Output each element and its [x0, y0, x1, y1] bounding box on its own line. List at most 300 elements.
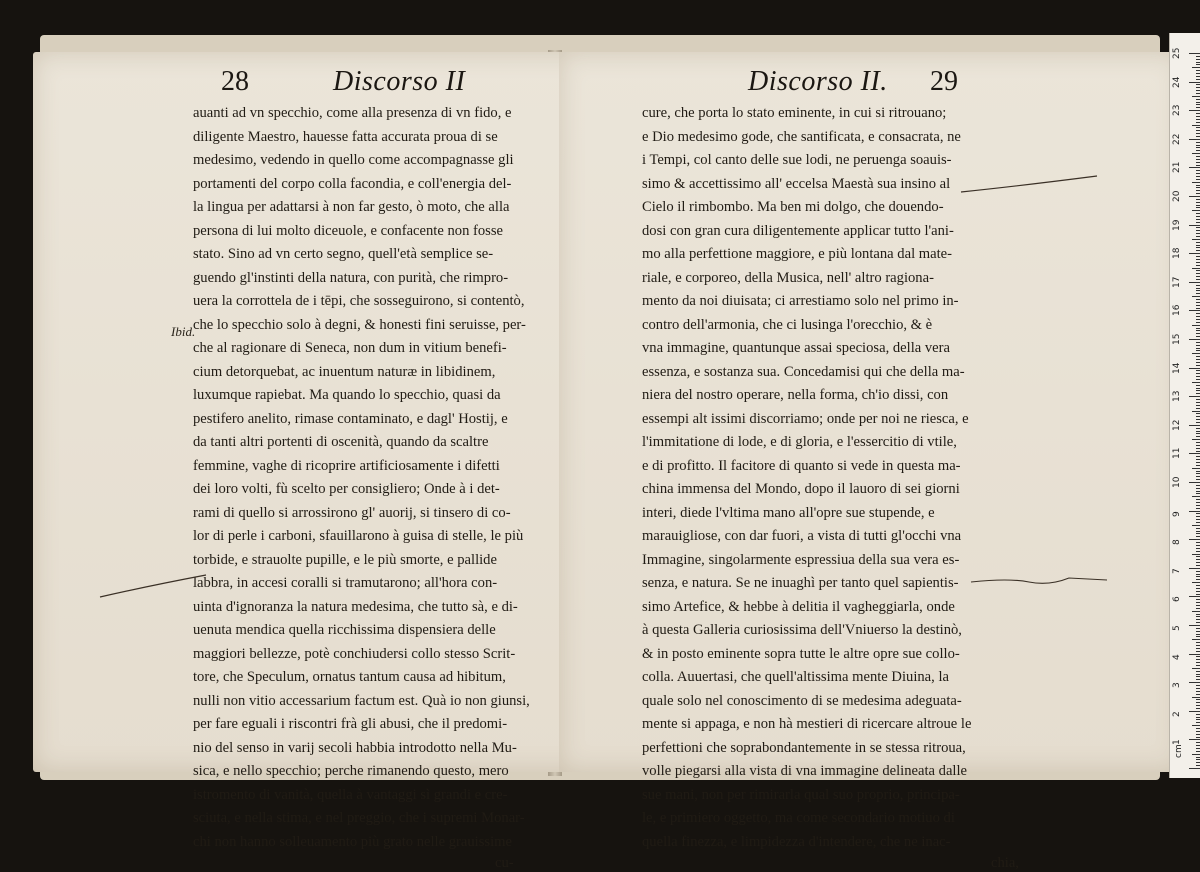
text-line: cium detorquebat, ac inuentum naturæ in libidinem,: [193, 363, 496, 380]
ruler-tick: [1196, 742, 1200, 743]
ruler-tick: [1196, 293, 1200, 294]
ruler-tick: [1196, 631, 1200, 632]
ruler-tick: [1196, 679, 1200, 680]
ruler-tick: [1196, 536, 1200, 537]
ruler-tick: [1196, 402, 1200, 403]
text-line: che lo specchio solo à degni, & honesti fini seruisse, per-: [193, 316, 526, 333]
ruler-tick: [1196, 671, 1200, 672]
ruler-tick: [1189, 282, 1200, 283]
ruler-tick: [1196, 757, 1200, 758]
ruler-tick: [1196, 642, 1200, 643]
ruler-tick: [1196, 762, 1200, 763]
text-line: cure, che porta lo stato eminente, in cui si ritrouano;: [642, 105, 947, 121]
text-line: guendo gl'instinti della natura, con purità, che rimpro-: [193, 269, 509, 286]
text-line: dosi con gran cura diligentemente applicar tutto l'ani-: [642, 222, 954, 239]
ruler-tick: [1189, 225, 1200, 226]
text-line: i Tempi, col canto delle sue lodi, ne peruenga soauis-: [642, 152, 952, 168]
ruler-tick: [1192, 639, 1200, 640]
ruler-tick: [1196, 416, 1200, 417]
ruler-tick: [1196, 722, 1200, 723]
ruler-tick: [1196, 533, 1200, 534]
text-line: labbra, in accesi coralli si tramutarono; all'hora con-: [193, 575, 498, 591]
ruler-tick: [1196, 705, 1200, 706]
text-line: à questa Galleria curiosissima dell'Vniuerso la destinò,: [642, 622, 962, 638]
ruler-tick: [1192, 668, 1200, 669]
ruler-tick: [1196, 333, 1200, 334]
ruler-number: 19: [1172, 219, 1182, 231]
ruler-tick: [1192, 525, 1200, 526]
text-line: chi non hanno solleuamento più grato nelle grauissime: [193, 833, 512, 850]
ruler-number: 12: [1172, 419, 1182, 431]
ruler-tick: [1196, 93, 1200, 94]
ruler-tick: [1196, 90, 1200, 91]
ruler-tick: [1196, 233, 1200, 234]
ruler-tick: [1196, 199, 1200, 200]
ruler-number: 23: [1172, 104, 1182, 117]
ruler-tick: [1196, 659, 1200, 660]
ruler-tick: [1196, 602, 1200, 603]
ruler-tick: [1196, 508, 1200, 509]
text-line: sciuta, e nella stima, e nel preggio, che i supremi Monar-: [193, 810, 525, 826]
ruler-tick: [1192, 182, 1200, 183]
ruler-tick: [1189, 539, 1200, 540]
ruler-tick: [1189, 396, 1200, 397]
ruler-tick: [1196, 759, 1200, 760]
ruler-tick: [1196, 585, 1200, 586]
ruler-tick: [1189, 253, 1200, 254]
ruler-number: 2: [1172, 711, 1182, 717]
ruler-tick: [1196, 634, 1200, 635]
text-line: medesimo, vedendo in quello come accompagnasse gli: [193, 152, 514, 168]
text-line: quella finezza, e limpidezza d'intendere, che ne inac-: [642, 833, 951, 850]
ruler-number: 20: [1172, 190, 1182, 202]
text-line: lor di perle i carboni, sfauillarono à guisa di stelle, le più: [193, 528, 524, 544]
ruler-tick: [1196, 393, 1200, 394]
text-line: uinta d'ignoranza la natura medesima, che tutto sà, e di-: [193, 598, 518, 615]
ruler-tick: [1196, 156, 1200, 157]
ruler-tick: [1196, 385, 1200, 386]
ruler-tick: [1196, 545, 1200, 546]
ruler-tick: [1196, 348, 1200, 349]
text-line: stato. Sino ad vn certo segno, quell'età semplice se-: [193, 246, 494, 262]
ruler-tick: [1192, 439, 1200, 440]
ruler-tick: [1196, 445, 1200, 446]
ruler-tick: [1196, 571, 1200, 572]
text-line: le, e primiero oggetto, ma come secondario motiuo di: [642, 810, 955, 826]
ruler-tick: [1196, 556, 1200, 557]
text-line: per fare eguali i riscontri frà gli abusi, che il predomi-: [193, 716, 508, 732]
ruler-tick: [1196, 350, 1200, 351]
ruler-tick: [1196, 79, 1200, 80]
ruler-tick: [1192, 382, 1200, 383]
ruler-tick: [1189, 739, 1200, 740]
ruler-tick: [1196, 594, 1200, 595]
ruler-tick: [1196, 365, 1200, 366]
ruler-tick: [1196, 691, 1200, 692]
ruler-tick: [1196, 413, 1200, 414]
ruler-tick: [1196, 608, 1200, 609]
ruler-tick: [1196, 551, 1200, 552]
ruler-unit-label: cm: [1174, 744, 1184, 758]
ruler-tick: [1196, 247, 1200, 248]
ruler-tick: [1196, 565, 1200, 566]
ruler-tick: [1196, 193, 1200, 194]
ruler-tick: [1196, 245, 1200, 246]
ruler-tick: [1196, 250, 1200, 251]
ruler-tick: [1196, 734, 1200, 735]
ruler-tick: [1196, 459, 1200, 460]
ruler-number: 16: [1172, 304, 1182, 317]
ruler-tick: [1196, 328, 1200, 329]
ruler-tick: [1196, 436, 1200, 437]
text-line: femmine, vaghe di ricoprire artificiosamente i difetti: [193, 457, 500, 474]
text-line: contro dell'armonia, che ci lusinga l'orecchio, & è: [642, 316, 933, 333]
ruler-tick: [1189, 596, 1200, 597]
text-line: luxumque rapiebat. Ma quando lo specchio, quasi da: [193, 387, 501, 403]
ruler-tick: [1196, 702, 1200, 703]
ruler-tick: [1192, 468, 1200, 469]
text-line: mo alla perfettione maggiore, e più lontana dal mate-: [642, 246, 952, 262]
ruler-tick: [1196, 456, 1200, 457]
ruler-tick: [1196, 133, 1200, 134]
ruler-tick: [1196, 448, 1200, 449]
ruler-tick: [1196, 84, 1200, 85]
ruler-tick: [1196, 159, 1200, 160]
running-head-right: Discorso II.: [748, 66, 888, 97]
ruler-tick: [1196, 170, 1200, 171]
ruler-tick: [1196, 342, 1200, 343]
ruler-tick: [1192, 411, 1200, 412]
ruler-tick: [1196, 56, 1200, 57]
text-line: essempi alt issimi discorriamo; onde per noi ne riesca, e: [642, 410, 969, 427]
ruler-tick: [1196, 87, 1200, 88]
ruler-tick: [1196, 465, 1200, 466]
ruler-tick: [1196, 559, 1200, 560]
ruler-tick: [1196, 628, 1200, 629]
ruler-number: 13: [1172, 390, 1182, 403]
margin-note-ibid: Ibid.: [171, 324, 196, 339]
catchword-left: cu-: [495, 855, 514, 871]
ruler-tick: [1196, 491, 1200, 492]
ruler-number: 10: [1172, 476, 1182, 488]
text-line: da tanti altri portenti di oscenità, quando da scaltre: [193, 434, 489, 450]
ruler-tick: [1196, 173, 1200, 174]
right-page: [559, 52, 1182, 871]
ruler-tick: [1196, 719, 1200, 720]
ruler-tick: [1192, 582, 1200, 583]
ruler-tick: [1196, 588, 1200, 589]
ruler-tick: [1196, 476, 1200, 477]
right-text-block: [642, 102, 1032, 854]
ruler-tick: [1196, 591, 1200, 592]
ruler-tick: [1196, 493, 1200, 494]
text-line: maggiori bellezze, potè conchiudersi collo stesso Scrit-: [193, 645, 516, 662]
ruler-tick: [1196, 648, 1200, 649]
ruler-tick: [1196, 76, 1200, 77]
ruler-tick: [1196, 279, 1200, 280]
ruler-tick: [1189, 310, 1200, 311]
text-line: uenuta mendica quella ricchissima dispensiera delle: [193, 622, 496, 638]
ruler-tick: [1196, 636, 1200, 637]
text-line: mente si appaga, e non hà mestieri di ricercare altroue le: [642, 716, 972, 732]
ruler-tick: [1192, 754, 1200, 755]
ruler-tick: [1196, 528, 1200, 529]
ruler-tick: [1196, 373, 1200, 374]
ruler-tick: [1196, 319, 1200, 320]
ruler-tick: [1196, 207, 1200, 208]
ruler-tick: [1196, 562, 1200, 563]
ruler-tick: [1196, 305, 1200, 306]
ruler-tick: [1196, 104, 1200, 105]
ruler-number: 14: [1172, 362, 1182, 374]
ruler-tick: [1192, 96, 1200, 97]
ruler-tick: [1189, 368, 1200, 369]
page-number-right: 29: [930, 66, 958, 97]
ruler-tick: [1189, 167, 1200, 168]
text-line: Immagine, singolarmente espressiua della sua vera es-: [642, 551, 960, 568]
ruler-tick: [1196, 531, 1200, 532]
ruler-tick: [1196, 599, 1200, 600]
ruler-tick: [1196, 473, 1200, 474]
ruler-tick: [1196, 187, 1200, 188]
ruler-tick: [1196, 619, 1200, 620]
ruler-tick: [1196, 717, 1200, 718]
ruler-tick: [1189, 768, 1200, 769]
ruler-tick: [1196, 428, 1200, 429]
ruler-tick: [1192, 125, 1200, 126]
ruler-tick: [1196, 265, 1200, 266]
ruler-tick: [1196, 136, 1200, 137]
ruler-tick: [1189, 511, 1200, 512]
text-line: marauigliose, con dar fuori, a vista di tutti gl'occhi vna: [642, 528, 962, 544]
ruler-tick: [1196, 62, 1200, 63]
catchword-right: chia,: [991, 855, 1019, 871]
text-line: dei loro volti, fù scelto per consigliero; Onde à i det-: [193, 481, 500, 497]
text-line: la lingua per adattarsi à non far gesto, ò moto, che alla: [193, 199, 510, 215]
ruler-tick: [1196, 242, 1200, 243]
pen-stroke-mark-right-bottom: [969, 572, 1109, 592]
ruler-tick: [1189, 339, 1200, 340]
ruler-number: 11: [1172, 447, 1182, 460]
ruler-tick: [1192, 210, 1200, 211]
ruler-tick: [1196, 147, 1200, 148]
ruler-tick: [1196, 522, 1200, 523]
text-line: sue mani, non per rimirarla qual suo proprio, principa-: [642, 786, 960, 803]
ruler-tick: [1192, 239, 1200, 240]
ruler-tick: [1196, 737, 1200, 738]
ruler-tick: [1196, 576, 1200, 577]
ruler-tick: [1196, 479, 1200, 480]
ruler-number: 9: [1172, 510, 1182, 517]
ruler-tick: [1196, 542, 1200, 543]
text-line: riale, e corporeo, della Musica, nell' altro ragiona-: [642, 269, 934, 286]
ruler-tick: [1196, 107, 1200, 108]
ruler-tick: [1196, 731, 1200, 732]
ruler-tick: [1196, 513, 1200, 514]
ruler-tick: [1196, 574, 1200, 575]
text-line: simo Artefice, & hebbe à delitia il vagheggiarla, onde: [642, 598, 955, 615]
ruler-tick: [1196, 70, 1200, 71]
text-line: che al ragionare di Seneca, non dum in vitium benefi-: [193, 340, 507, 356]
ruler-tick: [1196, 119, 1200, 120]
text-line: auanti ad vn specchio, come alla presenza di vn fido, e: [193, 105, 512, 121]
left-text-block: [193, 102, 589, 854]
text-line: l'immitatione di lode, e di gloria, e l'essercitio di vtile,: [642, 434, 957, 450]
ruler-tick: [1196, 433, 1200, 434]
ruler-number: 24: [1172, 76, 1182, 88]
ruler-tick: [1196, 745, 1200, 746]
ruler-tick: [1196, 765, 1200, 766]
ruler-tick: [1196, 359, 1200, 360]
running-head-left: Discorso II: [333, 66, 466, 97]
text-line: portamenti del corpo colla facondia, e coll'energia del-: [193, 175, 512, 192]
text-line: colla. Auuertasi, che quell'altissima mente Diuina, la: [642, 669, 949, 685]
ruler-tick: [1196, 190, 1200, 191]
ruler-tick: [1196, 502, 1200, 503]
ruler-tick: [1196, 145, 1200, 146]
text-line: china immensa del Mondo, dopo il lauoro di sei giorni: [642, 481, 960, 497]
left-page-header: [33, 62, 635, 102]
ruler-tick: [1196, 442, 1200, 443]
text-line: pestifero anelito, rimase contaminato, e dagl' Hostij, e: [193, 410, 508, 427]
ruler-tick: [1196, 176, 1200, 177]
ruler-tick: [1196, 674, 1200, 675]
text-line: niera del nostro operare, nella forma, ch'io dissi, con: [642, 387, 949, 403]
ruler-tick: [1189, 196, 1200, 197]
ruler-tick: [1192, 67, 1200, 68]
ruler-tick: [1196, 376, 1200, 377]
ruler-tick: [1196, 276, 1200, 277]
ruler-tick: [1196, 614, 1200, 615]
ruler-number: 6: [1172, 596, 1182, 603]
ruler-tick: [1196, 676, 1200, 677]
text-line: simo & accettissimo all' eccelsa Maestà sua insino al: [642, 175, 951, 192]
measuring-ruler: [1169, 33, 1200, 778]
ruler-tick: [1196, 116, 1200, 117]
ruler-tick: [1196, 262, 1200, 263]
ruler-tick: [1196, 579, 1200, 580]
ruler-tick: [1192, 268, 1200, 269]
ruler-tick: [1196, 422, 1200, 423]
ruler-tick: [1196, 222, 1200, 223]
ruler-tick: [1189, 625, 1200, 626]
ruler-tick: [1196, 748, 1200, 749]
ruler-tick: [1189, 139, 1200, 140]
ruler-tick: [1196, 431, 1200, 432]
text-line: volle piegarsi alla vista di vna immagine delineata dalle: [642, 763, 968, 779]
ruler-tick: [1192, 611, 1200, 612]
ruler-tick: [1196, 370, 1200, 371]
ruler-tick: [1196, 99, 1200, 100]
text-line: mento da noi diuisata; ci arrestiamo solo nel primo in-: [642, 293, 959, 309]
ruler-tick: [1196, 273, 1200, 274]
ruler-tick: [1196, 390, 1200, 391]
ruler-tick: [1196, 519, 1200, 520]
ruler-tick: [1196, 399, 1200, 400]
ruler-tick: [1196, 688, 1200, 689]
ruler-tick: [1196, 699, 1200, 700]
ruler-number: 18: [1172, 247, 1182, 260]
text-line: persona di lui molto diceuole, e confacente non fosse: [193, 222, 504, 239]
ruler-tick: [1196, 379, 1200, 380]
text-line: e di profitto. Il facitore di quanto si vede in questa ma-: [642, 457, 961, 474]
text-line: nulli non vitio accessarium factum est. Quà io non giunsi,: [193, 692, 530, 709]
ruler-number: 17: [1172, 276, 1182, 288]
ruler-tick: [1196, 616, 1200, 617]
ruler-tick: [1196, 285, 1200, 286]
ruler-tick: [1192, 725, 1200, 726]
ruler-number: 21: [1172, 161, 1182, 174]
text-line: diligente Maestro, hauesse fatta accurata proua di se: [193, 128, 498, 145]
ruler-number: 25: [1172, 47, 1182, 59]
ruler-tick: [1196, 290, 1200, 291]
ruler-tick: [1196, 165, 1200, 166]
ruler-tick: [1196, 64, 1200, 65]
ruler-tick: [1196, 162, 1200, 163]
ruler-tick: [1196, 127, 1200, 128]
left-page: [33, 52, 635, 871]
ruler-tick: [1196, 656, 1200, 657]
ruler-tick: [1196, 316, 1200, 317]
text-line: vna immagine, quantunque assai speciosa, della vera: [642, 340, 950, 356]
ruler-tick: [1196, 405, 1200, 406]
ruler-tick: [1196, 751, 1200, 752]
text-line: e Dio medesimo gode, che santificata, e consacrata, ne: [642, 128, 961, 145]
ruler-tick: [1189, 682, 1200, 683]
ruler-tick: [1196, 270, 1200, 271]
ruler-tick: [1196, 130, 1200, 131]
ruler-number: 1: [1172, 739, 1182, 746]
text-line: senza, e natura. Se ne inuaghì per tanto quel sapientis-: [642, 575, 959, 591]
ruler-tick: [1196, 451, 1200, 452]
ruler-tick: [1196, 102, 1200, 103]
ruler-tick: [1192, 153, 1200, 154]
ruler-tick: [1196, 662, 1200, 663]
ruler-tick: [1196, 330, 1200, 331]
ruler-tick: [1189, 82, 1200, 83]
ruler-tick: [1196, 236, 1200, 237]
ruler-number: 22: [1172, 133, 1182, 145]
ruler-tick: [1196, 150, 1200, 151]
ruler-tick: [1196, 179, 1200, 180]
ruler-tick: [1189, 53, 1200, 54]
text-line: nio del senso in varij secoli habbia introdotto nella Mu-: [193, 739, 517, 756]
ruler-tick: [1196, 488, 1200, 489]
ruler-tick: [1196, 113, 1200, 114]
ruler-tick: [1196, 505, 1200, 506]
ruler-tick: [1192, 697, 1200, 698]
ruler-tick: [1196, 216, 1200, 217]
text-line: & in posto eminente sopra tutte le altre opre sue collo-: [642, 645, 960, 662]
ruler-tick: [1196, 651, 1200, 652]
text-line: tore, che Speculum, ornatus tantum causa ad hibitum,: [193, 669, 506, 685]
ruler-tick: [1196, 714, 1200, 715]
text-line: perfettioni che soprabondantemente in se stessa ritroua,: [642, 739, 966, 756]
ruler-tick: [1196, 516, 1200, 517]
ruler-tick: [1196, 219, 1200, 220]
ruler-tick: [1196, 185, 1200, 186]
text-line: quale solo nel conoscimento di se medesima adeguata-: [642, 692, 962, 709]
ruler-number: 3: [1172, 682, 1182, 689]
text-line: uera la corrottela de i tēpi, che sosseguirono, si contentò,: [193, 293, 525, 309]
ruler-tick: [1196, 485, 1200, 486]
ruler-tick: [1196, 728, 1200, 729]
ruler-tick: [1196, 259, 1200, 260]
ruler-tick: [1196, 308, 1200, 309]
ruler-tick: [1196, 313, 1200, 314]
text-line: interi, diede l'vltima mano all'opre sue stupende, e: [642, 504, 935, 521]
ruler-tick: [1189, 425, 1200, 426]
